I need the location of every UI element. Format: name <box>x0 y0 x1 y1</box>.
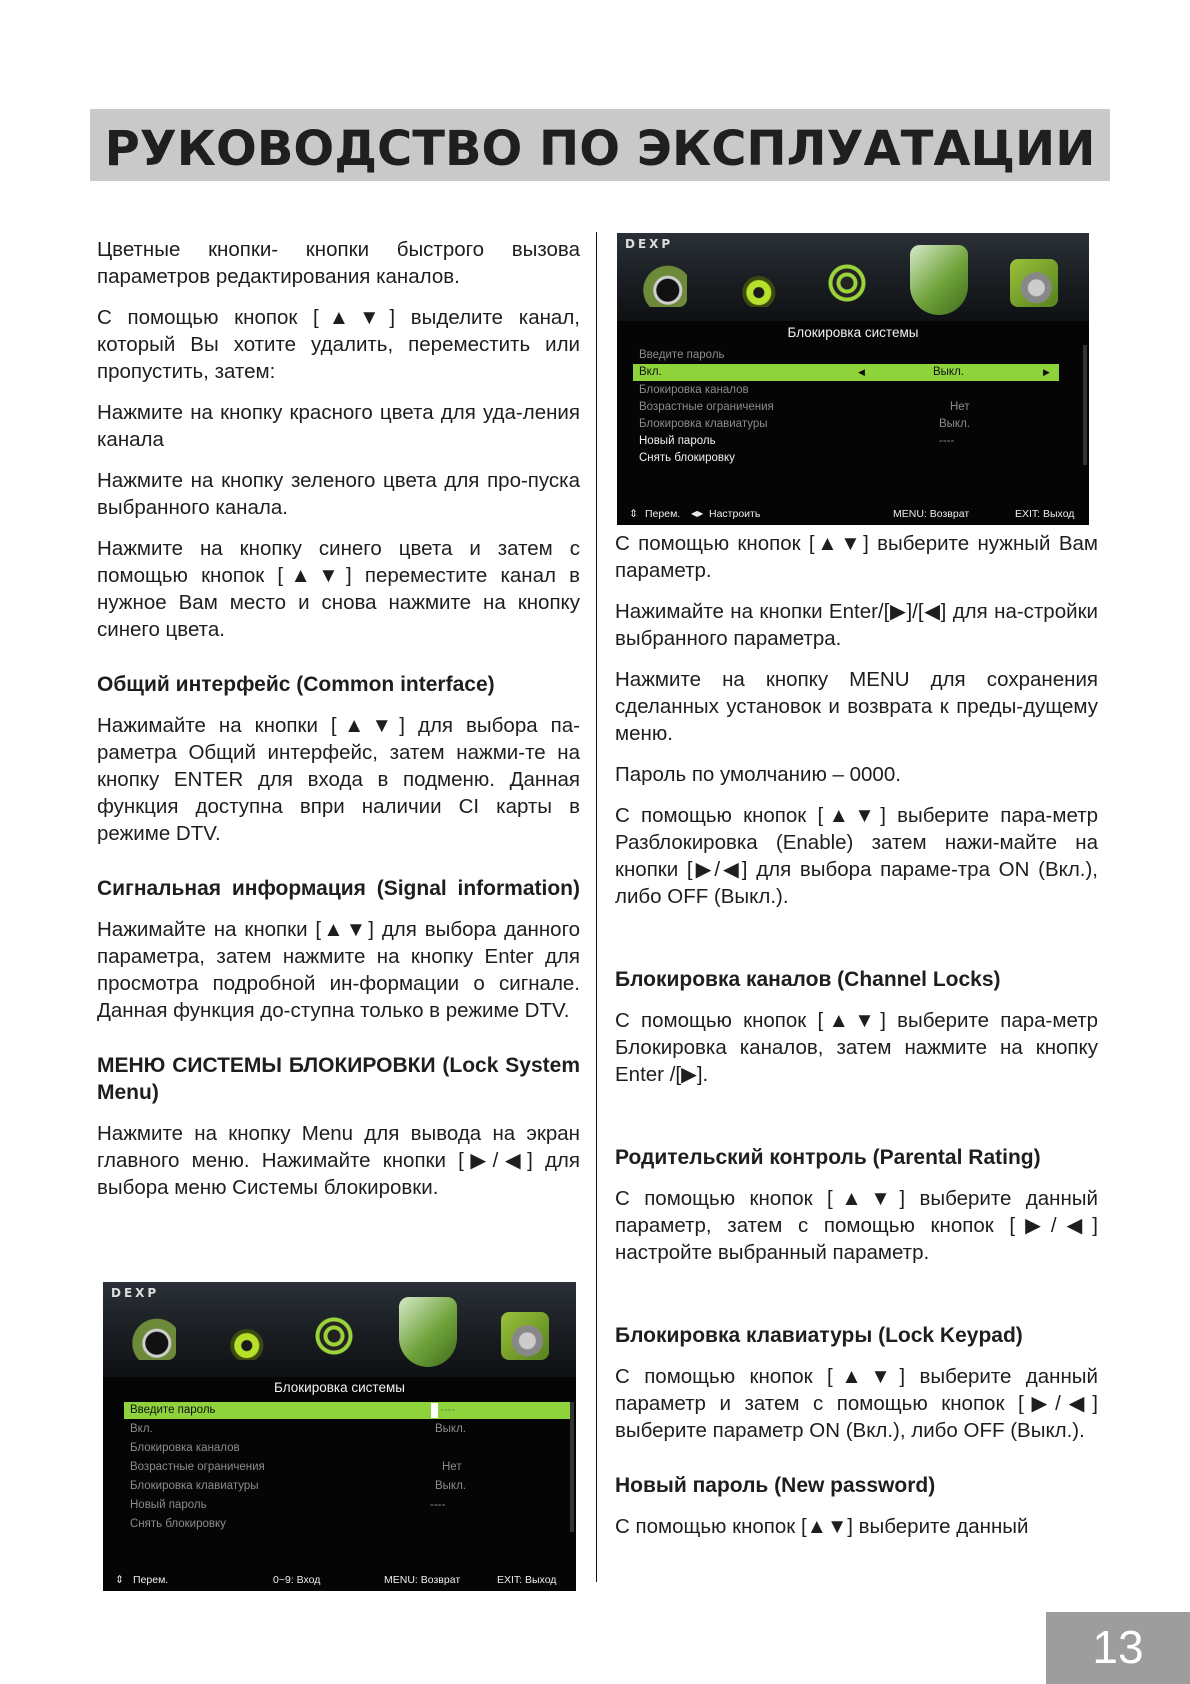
section-heading-parental-rating: Родительский контроль (Parental Rating) <box>615 1146 1041 1169</box>
tv-menu-row: Возрастные ограничения Нет <box>639 401 970 413</box>
paragraph: Нажимайте на кнопки Enter/[▶]/[◀] для на-стройки выбранного параметра. <box>615 600 1098 650</box>
lock-icon <box>399 1297 457 1367</box>
paragraph: Нажимайте на кнопки [▲▼] для выбора данного параметра, затем нажмите на кнопку Enter для просмотра подробной ин-формации о сигнале. Данная функция до-ступна только в режиме DTV. <box>97 918 580 1022</box>
tv-menu-screenshot-top <box>617 233 1089 525</box>
tv-menu-icon-bar <box>103 1282 576 1377</box>
dexp-logo: DEXP <box>111 1286 160 1300</box>
settings-icon <box>501 1312 549 1360</box>
right-column <box>615 530 1098 1554</box>
paragraph: Нажмите на кнопку Menu для вывода на экран главного меню. Нажимайте кнопки [▶/◀] для выбора меню Системы блокировки. <box>97 1122 580 1199</box>
paragraph: С помощью кнопок [▲▼] выберите данный параметр, затем с помощью кнопок [▶/◀] настройте выбранный параметр. <box>615 1187 1098 1264</box>
audio-icon <box>218 1312 266 1360</box>
paragraph: С помощью кнопок [▲▼] выберите нужный Вам параметр. <box>615 532 1098 582</box>
page-number-box <box>1046 1612 1190 1684</box>
dexp-logo: DEXP <box>625 237 674 251</box>
paragraph: Нажмите на кнопку синего цвета и затем с помощью кнопок [▲▼] переместите канал в нужное Вам место и снова нажмите на кнопку синего цвета. <box>97 537 580 641</box>
audio-icon <box>730 259 778 307</box>
paragraph: С помощью кнопок [▲▼] выделите канал, который Вы хотите удалить, переместить или пропустить, затем: <box>97 306 580 383</box>
leftright-icon: ◀▶ <box>691 509 704 518</box>
section-heading-lock-keypad: Блокировка клавиатуры (Lock Keypad) <box>615 1324 1023 1347</box>
column-divider <box>596 232 597 1582</box>
scrollbar <box>1083 345 1087 465</box>
updown-icon: ⇕ <box>115 1574 124 1586</box>
tv-menu-row: Блокировка каналов <box>639 384 749 396</box>
section-heading-lock-system-menu: МЕНЮ СИСТЕМЫ БЛОКИРОВКИ (Lock System Menu) <box>97 1054 580 1104</box>
tv-menu-row-selected: Введите пароль ---- <box>124 1402 572 1419</box>
paragraph: Пароль по умолчанию – 0000. <box>615 763 901 786</box>
photo-icon <box>639 259 687 307</box>
tv-menu-row-selected: Вкл. ◀ Выкл. ▶ <box>633 364 1059 381</box>
tv-menu-row: Снять блокировку <box>130 1518 226 1530</box>
tv-menu-row: Блокировка клавиатуры Выкл. <box>130 1480 467 1492</box>
section-heading-signal-information: Сигнальная информация (Signal information) <box>97 877 580 900</box>
lock-icon <box>910 245 968 315</box>
tv-menu-row: Введите пароль <box>639 349 725 361</box>
paragraph: С помощью кнопок [▲▼] выберите пара-метр Разблокировка (Enable) затем нажи-майте на кнопки [▶/◀] для выбора параме-тра ON (Вкл.), либо OFF (Выкл.). <box>615 804 1098 908</box>
paragraph: С помощью кнопок [▲▼] выберите данный <box>615 1515 1029 1538</box>
paragraph: Нажимайте на кнопки [▲▼] для выбора па-раметра Общий интерфейс, затем нажми-те на кнопку ENTER для входа в подменю. Данная функция доступна впри наличии CI карты в режиме DTV. <box>97 714 580 845</box>
tv-menu-title: Блокировка системы <box>787 325 919 340</box>
picture-icon <box>823 259 871 307</box>
arrow-right-icon: ▶ <box>1043 367 1050 377</box>
photo-icon <box>128 1312 176 1360</box>
paragraph: Нажмите на кнопку MENU для сохранения сделанных установок и возврата к преды-дущему меню. <box>615 668 1098 745</box>
tv-menu-row: Блокировка клавиатуры Выкл. <box>639 418 971 430</box>
tv-menu-footer: ⇕ Перем. 0~9: Вход MENU: Возврат EXIT: Выход <box>103 1569 576 1591</box>
tv-menu-row: Снять блокировку <box>639 452 735 464</box>
arrow-left-icon: ◀ <box>858 367 865 377</box>
section-heading-new-password: Новый пароль (New password) <box>615 1474 936 1497</box>
tv-menu-icon-bar <box>617 233 1089 321</box>
tv-menu-footer: ⇕ Перем. ◀▶ Настроить MENU: Возврат EXIT: Выход <box>617 503 1089 525</box>
tv-menu-row: Новый пароль ---- <box>639 435 955 447</box>
password-cursor <box>431 1403 438 1418</box>
updown-icon: ⇕ <box>629 508 638 520</box>
paragraph: Цветные кнопки- кнопки быстрого вызова параметров редактирования каналов. <box>97 238 580 288</box>
settings-icon <box>1010 259 1058 307</box>
tv-menu-row: Блокировка каналов <box>130 1442 240 1454</box>
left-column <box>97 236 580 1215</box>
paragraph: Нажмите на кнопку красного цвета для уда-ления канала <box>97 401 580 451</box>
scrollbar <box>570 1402 574 1532</box>
picture-icon <box>310 1312 358 1360</box>
section-heading-common-interface: Общий интерфейс (Common interface) <box>97 673 495 696</box>
tv-menu-title: Блокировка системы <box>274 1380 405 1395</box>
tv-menu-row: Возрастные ограничения Нет <box>130 1461 462 1473</box>
paragraph: С помощью кнопок [▲▼] выберите пара-метр Блокировка каналов, затем нажмите на кнопку Enter /[▶]. <box>615 1009 1098 1086</box>
paragraph: С помощью кнопок [▲▼] выберите данный параметр и затем с помощью кнопок [▶/◀] выберите параметр ON (Вкл.), либо OFF (Выкл.). <box>615 1365 1098 1442</box>
tv-menu-row: Вкл. Выкл. <box>130 1423 467 1435</box>
header-bar <box>90 109 1110 181</box>
section-heading-channel-locks: Блокировка каналов (Channel Locks) <box>615 968 1001 991</box>
tv-menu-row: Новый пароль ---- <box>130 1499 446 1511</box>
paragraph: Нажмите на кнопку зеленого цвета для про-пуска выбранного канала. <box>97 469 580 519</box>
tv-menu-screenshot-bottom <box>103 1282 576 1591</box>
page-number: 13 <box>1092 1621 1144 1673</box>
page-title: РУКОВОДСТВО ПО ЭКСПЛУАТАЦИИ <box>104 121 1096 177</box>
